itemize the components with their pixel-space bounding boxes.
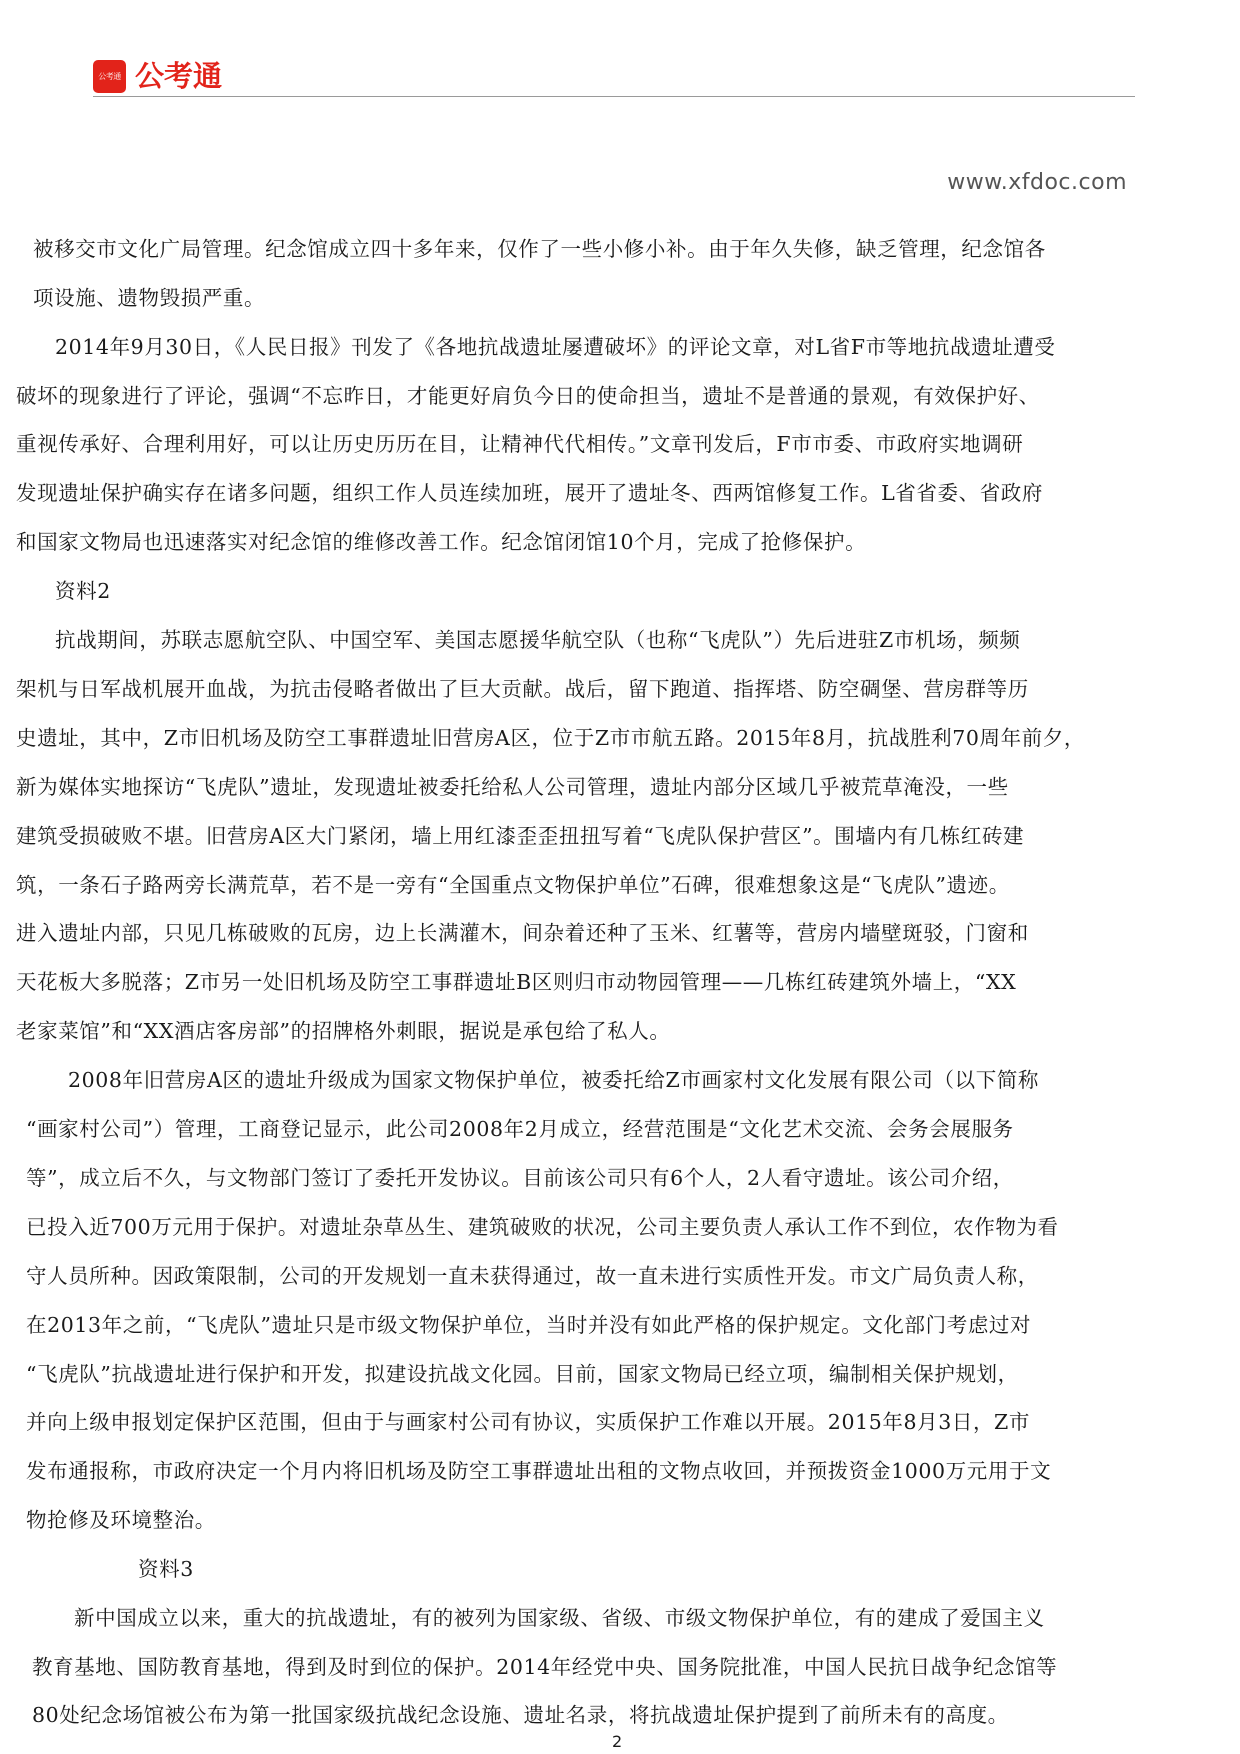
text-line: 新为媒体实地探访“飞虎队”遗址，发现遗址被委托给私人公司管理，遗址内部分区域几乎被荒草淹没，一些 [16, 775, 1009, 799]
text-line: 80处纪念场馆被公布为第一批国家级抗战纪念设施、遗址名录，将抗战遗址保护提到了前所未有的高度。 [32, 1703, 1009, 1727]
text-line: 等”，成立后不久，与文物部门签订了委托开发协议。目前该公司只有6个人，2人看守遗址。该公司介绍， [26, 1166, 1014, 1190]
text-line: 物抢修及环境整治。 [26, 1508, 216, 1532]
text-line: 守人员所种。因政策限制，公司的开发规划一直未获得通过，故一直未进行实质性开发。市文广局负责人称， [26, 1264, 1039, 1288]
header-divider [93, 96, 1135, 97]
text-line: 进入遗址内部，只见几栋破败的瓦房，边上长满灌木，间杂着还种了玉米、红薯等，营房内墙壁斑驳，门窗和 [16, 921, 1029, 945]
text-line: 筑，一条石子路两旁长满荒草，若不是一旁有“全国重点文物保护单位”石碑，很难想象这是“飞虎队”遗迹。 [16, 873, 1010, 897]
text-line: 并向上级申报划定保护区范围，但由于与画家村公司有协议，实质保护工作难以开展。2015年8月3日，Z市 [26, 1410, 1030, 1434]
section-heading: 资料3 [138, 1557, 194, 1581]
page-number: 2 [612, 1732, 623, 1751]
text-line: 发布通报称，市政府决定一个月内将旧机场及防空工事群遗址出租的文物点收回，并预拨资金1000万元用于文 [26, 1459, 1052, 1483]
text-line: 天花板大多脱落；Z市另一处旧机场及防空工事群遗址B区则归市动物园管理——几栋红砖建筑外墙上，“XX [16, 970, 1017, 994]
text-line: 2014年9月30日，《人民日报》刊发了《各地抗战遗址屡遭破坏》的评论文章，对L省F市等地抗战遗址遭受 [55, 335, 1056, 359]
logo-badge-icon: 公考通 [93, 60, 126, 93]
page-header [93, 58, 1135, 100]
section-heading: 资料2 [55, 579, 111, 603]
text-line: 抗战期间，苏联志愿航空队、中国空军、美国志愿援华航空队（也称“飞虎队”）先后进驻Z市机场，频频 [55, 628, 1021, 652]
text-line: 被移交市文化广局管理。纪念馆成立四十多年来，仅作了一些小修小补。由于年久失修，缺乏管理，纪念馆各 [33, 237, 1046, 261]
text-line: 史遗址，其中，Z市旧机场及防空工事群遗址旧营房A区，位于Z市市航五路。2015年8月，抗战胜利70周年前夕， [16, 726, 1085, 750]
text-line: 发现遗址保护确实存在诸多问题，组织工作人员连续加班，展开了遗址冬、西两馆修复工作。L省省委、省政府 [16, 481, 1044, 505]
text-line: 建筑受损破败不堪。旧营房A区大门紧闭，墙上用红漆歪歪扭扭写着“飞虎队保护营区”。围墙内有几栋红砖建 [16, 824, 1025, 848]
text-line: 在2013年之前，“飞虎队”遗址只是市级文物保护单位，当时并没有如此严格的保护规定。文化部门考虑过对 [26, 1313, 1032, 1337]
text-line: 新中国成立以来，重大的抗战遗址，有的被列为国家级、省级、市级文物保护单位，有的建成了爱国主义 [74, 1606, 1045, 1630]
text-line: 已投入近700万元用于保护。对遗址杂草丛生、建筑破败的状况，公司主要负责人承认工作不到位，农作物为看 [26, 1215, 1059, 1239]
text-line: 架机与日军战机展开血战，为抗击侵略者做出了巨大贡献。战后，留下跑道、指挥塔、防空碉堡、营房群等历 [16, 677, 1029, 701]
text-line: 重视传承好、合理利用好，可以让历史历历在目，让精神代代相传。”文章刊发后，F市市委、市政府实地调研 [16, 432, 1024, 456]
text-line: 2008年旧营房A区的遗址升级成为国家文物保护单位，被委托给Z市画家村文化发展有限公司（以下简称 [68, 1068, 1040, 1092]
site-url: www.xfdoc.com [947, 170, 1127, 195]
logo-text: 公考通 [135, 59, 223, 93]
text-line: 和国家文物局也迅速落实对纪念馆的维修改善工作。纪念馆闭馆10个月，完成了抢修保护。 [16, 530, 867, 554]
text-line: “画家村公司”）管理，工商登记显示，此公司2008年2月成立，经营范围是“文化艺术交流、会务会展服务 [26, 1117, 1014, 1141]
text-line: 破坏的现象进行了评论，强调“不忘昨日，才能更好肩负今日的使命担当，遗址不是普通的景观，有效保护好、 [16, 384, 1040, 408]
text-line: 教育基地、国防教育基地，得到及时到位的保护。2014年经党中央、国务院批准，中国人民抗日战争纪念馆等 [32, 1655, 1058, 1679]
text-line: “飞虎队”抗战遗址进行保护和开发，拟建设抗战文化园。目前，国家文物局已经立项，编制相关保护规划， [26, 1362, 1019, 1386]
text-line: 项设施、遗物毁损严重。 [33, 286, 266, 310]
text-line: 老家菜馆”和“XX酒店客房部”的招牌格外刺眼，据说是承包给了私人。 [16, 1019, 671, 1043]
